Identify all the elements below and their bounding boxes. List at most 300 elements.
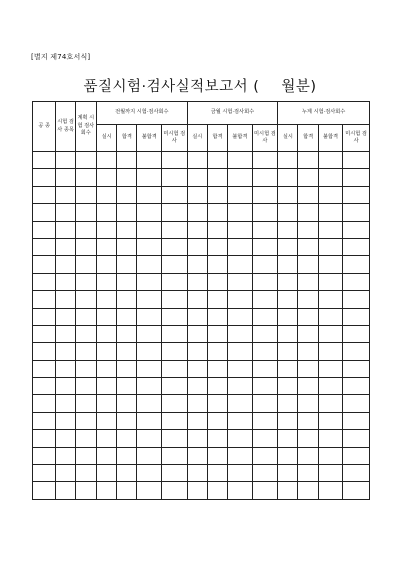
table-cell[interactable] [96,204,116,221]
table-cell[interactable] [33,256,56,273]
table-cell[interactable] [298,291,318,308]
table-cell[interactable] [298,343,318,360]
table-cell[interactable] [207,412,227,429]
table-cell[interactable] [137,256,162,273]
table-cell[interactable] [298,412,318,429]
table-cell[interactable] [207,325,227,342]
table-cell[interactable] [252,482,278,499]
table-cell[interactable] [278,360,298,377]
table-cell[interactable] [137,430,162,447]
table-cell[interactable] [56,308,75,325]
table-cell[interactable] [278,186,298,203]
table-cell[interactable] [187,291,207,308]
table-cell[interactable] [207,395,227,412]
table-cell[interactable] [137,343,162,360]
table-cell[interactable] [318,204,343,221]
table-cell[interactable] [278,395,298,412]
table-cell[interactable] [278,325,298,342]
table-cell[interactable] [33,169,56,186]
table-cell[interactable] [187,395,207,412]
table-cell[interactable] [318,482,343,499]
table-cell[interactable] [75,343,96,360]
table-cell[interactable] [228,291,253,308]
table-cell[interactable] [96,152,116,169]
table-cell[interactable] [33,186,56,203]
table-cell[interactable] [228,412,253,429]
table-cell[interactable] [137,204,162,221]
table-cell[interactable] [75,186,96,203]
table-cell[interactable] [33,412,56,429]
table-cell[interactable] [252,343,278,360]
table-cell[interactable] [252,186,278,203]
table-cell[interactable] [96,482,116,499]
table-cell[interactable] [278,447,298,464]
table-cell[interactable] [207,186,227,203]
table-cell[interactable] [252,430,278,447]
table-cell[interactable] [252,238,278,255]
table-cell[interactable] [187,152,207,169]
table-cell[interactable] [187,482,207,499]
table-cell[interactable] [56,256,75,273]
table-cell[interactable] [278,465,298,482]
table-cell[interactable] [252,152,278,169]
table-cell[interactable] [298,186,318,203]
table-cell[interactable] [318,291,343,308]
table-cell[interactable] [75,238,96,255]
table-cell[interactable] [56,378,75,395]
table-cell[interactable] [161,343,187,360]
table-cell[interactable] [318,256,343,273]
table-cell[interactable] [298,465,318,482]
table-cell[interactable] [117,186,137,203]
table-cell[interactable] [33,152,56,169]
table-cell[interactable] [33,360,56,377]
table-cell[interactable] [117,360,137,377]
table-cell[interactable] [137,221,162,238]
table-cell[interactable] [75,378,96,395]
table-cell[interactable] [207,273,227,290]
table-cell[interactable] [137,169,162,186]
table-cell[interactable] [161,430,187,447]
table-cell[interactable] [187,447,207,464]
table-cell[interactable] [75,273,96,290]
table-cell[interactable] [161,465,187,482]
table-cell[interactable] [33,482,56,499]
table-cell[interactable] [298,152,318,169]
table-cell[interactable] [343,273,370,290]
table-cell[interactable] [228,238,253,255]
table-cell[interactable] [33,291,56,308]
table-cell[interactable] [228,221,253,238]
table-cell[interactable] [161,204,187,221]
table-cell[interactable] [56,482,75,499]
table-cell[interactable] [343,465,370,482]
table-cell[interactable] [187,465,207,482]
table-cell[interactable] [228,360,253,377]
table-cell[interactable] [33,430,56,447]
table-cell[interactable] [343,291,370,308]
table-cell[interactable] [228,256,253,273]
table-cell[interactable] [187,186,207,203]
table-cell[interactable] [343,343,370,360]
table-cell[interactable] [117,291,137,308]
table-cell[interactable] [187,360,207,377]
table-cell[interactable] [298,325,318,342]
table-cell[interactable] [117,395,137,412]
table-cell[interactable] [75,291,96,308]
table-cell[interactable] [33,273,56,290]
table-cell[interactable] [252,308,278,325]
table-cell[interactable] [137,308,162,325]
table-cell[interactable] [96,343,116,360]
table-cell[interactable] [161,412,187,429]
table-cell[interactable] [75,395,96,412]
table-cell[interactable] [228,378,253,395]
table-cell[interactable] [343,325,370,342]
table-cell[interactable] [207,482,227,499]
table-cell[interactable] [343,412,370,429]
table-cell[interactable] [75,447,96,464]
table-cell[interactable] [343,430,370,447]
table-cell[interactable] [343,204,370,221]
table-cell[interactable] [207,343,227,360]
table-cell[interactable] [318,412,343,429]
table-cell[interactable] [187,430,207,447]
table-cell[interactable] [96,395,116,412]
table-cell[interactable] [278,430,298,447]
table-cell[interactable] [318,238,343,255]
table-cell[interactable] [33,204,56,221]
table-cell[interactable] [161,256,187,273]
table-cell[interactable] [75,465,96,482]
table-cell[interactable] [117,325,137,342]
table-cell[interactable] [117,378,137,395]
table-cell[interactable] [56,447,75,464]
table-cell[interactable] [207,308,227,325]
table-cell[interactable] [137,273,162,290]
table-cell[interactable] [298,447,318,464]
table-cell[interactable] [343,256,370,273]
table-cell[interactable] [56,221,75,238]
table-cell[interactable] [228,430,253,447]
table-cell[interactable] [96,465,116,482]
table-cell[interactable] [161,482,187,499]
table-cell[interactable] [343,395,370,412]
table-cell[interactable] [96,430,116,447]
table-cell[interactable] [252,204,278,221]
table-cell[interactable] [33,465,56,482]
table-cell[interactable] [137,238,162,255]
table-cell[interactable] [278,221,298,238]
table-cell[interactable] [137,395,162,412]
table-cell[interactable] [187,256,207,273]
table-cell[interactable] [298,169,318,186]
table-cell[interactable] [318,325,343,342]
table-cell[interactable] [75,308,96,325]
table-cell[interactable] [56,152,75,169]
table-cell[interactable] [75,482,96,499]
table-cell[interactable] [137,465,162,482]
table-cell[interactable] [318,152,343,169]
table-cell[interactable] [207,152,227,169]
table-cell[interactable] [161,273,187,290]
table-cell[interactable] [96,447,116,464]
table-cell[interactable] [278,238,298,255]
table-cell[interactable] [228,343,253,360]
table-cell[interactable] [117,482,137,499]
table-cell[interactable] [228,204,253,221]
table-cell[interactable] [252,273,278,290]
table-cell[interactable] [33,343,56,360]
table-cell[interactable] [56,273,75,290]
table-cell[interactable] [187,412,207,429]
table-cell[interactable] [117,412,137,429]
table-cell[interactable] [187,238,207,255]
table-cell[interactable] [207,447,227,464]
table-cell[interactable] [298,482,318,499]
table-cell[interactable] [318,360,343,377]
table-cell[interactable] [252,256,278,273]
table-cell[interactable] [318,273,343,290]
table-cell[interactable] [343,238,370,255]
table-cell[interactable] [75,152,96,169]
table-cell[interactable] [161,221,187,238]
table-cell[interactable] [343,308,370,325]
table-cell[interactable] [207,238,227,255]
table-cell[interactable] [75,221,96,238]
table-cell[interactable] [56,412,75,429]
table-cell[interactable] [278,204,298,221]
table-cell[interactable] [161,152,187,169]
table-cell[interactable] [96,256,116,273]
table-cell[interactable] [75,325,96,342]
table-cell[interactable] [252,360,278,377]
table-cell[interactable] [228,308,253,325]
table-cell[interactable] [278,291,298,308]
table-cell[interactable] [278,169,298,186]
table-cell[interactable] [343,221,370,238]
table-cell[interactable] [318,343,343,360]
table-cell[interactable] [56,186,75,203]
table-cell[interactable] [33,238,56,255]
table-cell[interactable] [343,152,370,169]
table-cell[interactable] [56,360,75,377]
table-cell[interactable] [207,169,227,186]
table-cell[interactable] [278,152,298,169]
table-cell[interactable] [137,482,162,499]
table-cell[interactable] [137,412,162,429]
table-cell[interactable] [117,238,137,255]
table-cell[interactable] [318,430,343,447]
table-cell[interactable] [298,378,318,395]
table-cell[interactable] [117,447,137,464]
table-cell[interactable] [228,447,253,464]
table-cell[interactable] [56,169,75,186]
table-cell[interactable] [343,186,370,203]
table-cell[interactable] [117,169,137,186]
table-cell[interactable] [252,378,278,395]
table-cell[interactable] [318,378,343,395]
table-cell[interactable] [298,430,318,447]
table-cell[interactable] [228,482,253,499]
table-cell[interactable] [56,343,75,360]
table-cell[interactable] [96,325,116,342]
table-cell[interactable] [278,308,298,325]
table-cell[interactable] [75,169,96,186]
table-cell[interactable] [207,465,227,482]
table-cell[interactable] [318,308,343,325]
table-cell[interactable] [318,447,343,464]
table-cell[interactable] [96,360,116,377]
table-cell[interactable] [117,273,137,290]
table-cell[interactable] [117,430,137,447]
table-cell[interactable] [187,204,207,221]
table-cell[interactable] [137,152,162,169]
table-cell[interactable] [228,152,253,169]
table-cell[interactable] [207,204,227,221]
table-cell[interactable] [318,395,343,412]
table-cell[interactable] [207,221,227,238]
table-cell[interactable] [56,291,75,308]
table-cell[interactable] [228,325,253,342]
table-cell[interactable] [187,343,207,360]
table-cell[interactable] [161,291,187,308]
table-cell[interactable] [56,238,75,255]
table-cell[interactable] [228,186,253,203]
table-cell[interactable] [117,152,137,169]
table-cell[interactable] [56,465,75,482]
table-cell[interactable] [298,256,318,273]
table-cell[interactable] [161,186,187,203]
table-cell[interactable] [298,238,318,255]
table-cell[interactable] [228,465,253,482]
table-cell[interactable] [96,169,116,186]
table-cell[interactable] [187,169,207,186]
table-cell[interactable] [298,395,318,412]
table-cell[interactable] [75,430,96,447]
table-cell[interactable] [252,465,278,482]
table-cell[interactable] [75,204,96,221]
table-cell[interactable] [56,325,75,342]
table-cell[interactable] [117,308,137,325]
table-cell[interactable] [117,256,137,273]
table-cell[interactable] [278,343,298,360]
table-cell[interactable] [318,186,343,203]
table-cell[interactable] [56,204,75,221]
table-cell[interactable] [278,273,298,290]
table-cell[interactable] [252,291,278,308]
table-cell[interactable] [278,482,298,499]
table-cell[interactable] [298,204,318,221]
table-cell[interactable] [207,430,227,447]
table-cell[interactable] [278,378,298,395]
table-cell[interactable] [252,447,278,464]
table-cell[interactable] [343,378,370,395]
table-cell[interactable] [96,291,116,308]
table-cell[interactable] [33,325,56,342]
table-cell[interactable] [117,465,137,482]
table-cell[interactable] [252,325,278,342]
table-cell[interactable] [207,378,227,395]
table-cell[interactable] [207,360,227,377]
table-cell[interactable] [96,412,116,429]
table-cell[interactable] [252,221,278,238]
table-cell[interactable] [187,273,207,290]
table-cell[interactable] [96,308,116,325]
table-cell[interactable] [207,291,227,308]
table-cell[interactable] [137,447,162,464]
table-cell[interactable] [187,325,207,342]
table-cell[interactable] [343,169,370,186]
table-cell[interactable] [228,395,253,412]
table-cell[interactable] [252,412,278,429]
table-cell[interactable] [96,273,116,290]
table-cell[interactable] [117,204,137,221]
table-cell[interactable] [161,395,187,412]
table-cell[interactable] [137,291,162,308]
table-cell[interactable] [343,482,370,499]
table-cell[interactable] [96,238,116,255]
table-cell[interactable] [56,430,75,447]
table-cell[interactable] [33,447,56,464]
table-cell[interactable] [187,378,207,395]
table-cell[interactable] [137,378,162,395]
table-cell[interactable] [298,360,318,377]
table-cell[interactable] [228,169,253,186]
table-cell[interactable] [161,378,187,395]
table-cell[interactable] [137,186,162,203]
table-cell[interactable] [161,169,187,186]
table-cell[interactable] [33,395,56,412]
table-cell[interactable] [252,169,278,186]
table-cell[interactable] [161,360,187,377]
table-cell[interactable] [187,308,207,325]
table-cell[interactable] [75,360,96,377]
table-cell[interactable] [96,378,116,395]
table-cell[interactable] [298,221,318,238]
table-cell[interactable] [117,343,137,360]
table-cell[interactable] [161,308,187,325]
table-cell[interactable] [318,169,343,186]
table-cell[interactable] [75,256,96,273]
table-cell[interactable] [343,360,370,377]
table-cell[interactable] [56,395,75,412]
table-cell[interactable] [161,325,187,342]
table-cell[interactable] [96,221,116,238]
table-cell[interactable] [137,360,162,377]
table-cell[interactable] [318,465,343,482]
table-cell[interactable] [161,238,187,255]
table-cell[interactable] [33,308,56,325]
table-cell[interactable] [96,186,116,203]
table-cell[interactable] [298,273,318,290]
table-cell[interactable] [228,273,253,290]
table-cell[interactable] [117,221,137,238]
table-cell[interactable] [278,412,298,429]
table-cell[interactable] [207,256,227,273]
table-cell[interactable] [161,447,187,464]
table-cell[interactable] [298,308,318,325]
table-cell[interactable] [278,256,298,273]
table-cell[interactable] [252,395,278,412]
table-cell[interactable] [33,221,56,238]
table-cell[interactable] [343,447,370,464]
table-cell[interactable] [187,221,207,238]
table-cell[interactable] [137,325,162,342]
table-cell[interactable] [318,221,343,238]
table-cell[interactable] [75,412,96,429]
table-cell[interactable] [33,378,56,395]
